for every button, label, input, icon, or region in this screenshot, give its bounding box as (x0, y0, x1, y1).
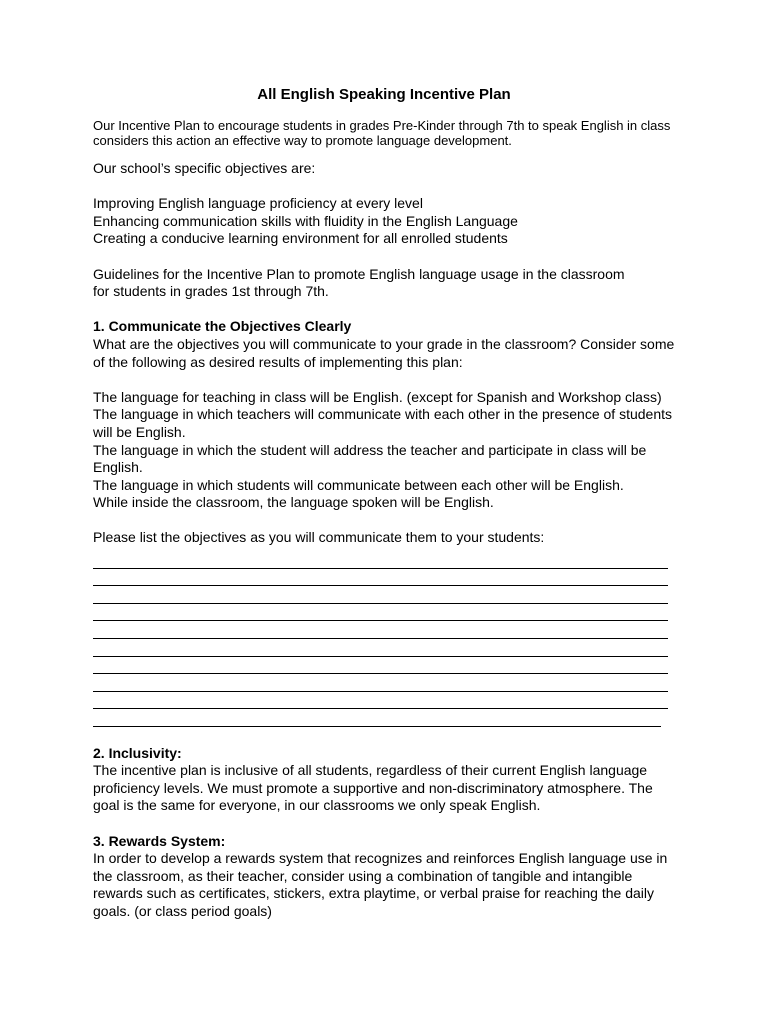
writing-line[interactable] (93, 569, 668, 587)
intro-paragraph: Our Incentive Plan to encourage students in grades Pre-Kinder through 7th to speak English in class considers this action an effective way to promote language development. (93, 118, 671, 148)
writing-line[interactable] (93, 551, 668, 569)
desired-result-item: While inside the classroom, the language spoken will be English. (93, 494, 494, 511)
writing-line[interactable] (93, 709, 661, 727)
objective-item: Creating a conducive learning environment for all enrolled students (93, 230, 508, 247)
section-3-text: In order to develop a rewards system that recognizes and reinforces English language use in the classroom, as their teacher, consider using a combination of tangible and intangible rewards such as certificates, stickers, extra playtime, or verbal praise for reaching the daily goals. (or class period goals) (93, 850, 668, 919)
desired-result-item: The language in which students will communicate between each other will be English. (93, 476, 624, 493)
writing-line[interactable] (93, 657, 668, 675)
objectives-heading: Our school’s specific objectives are: (93, 160, 316, 176)
writing-line[interactable] (93, 621, 668, 639)
desired-result-item: The language in which the student will address the teacher and participate in class will be English. (93, 441, 647, 476)
section-1-text: What are the objectives you will communicate to your grade in the classroom? Consider some of the following as desired results of implementing this plan: (93, 335, 675, 370)
guidelines-paragraph: Guidelines for the Incentive Plan to promote English language usage in the classroom for students in grades 1st through 7th. (93, 265, 625, 300)
section-2-text: The incentive plan is inclusive of all students, regardless of their current English language proficiency levels. We must promote a supportive and non-discriminatory atmosphere. The goal is the same for everyone, in our classrooms we only speak English. (93, 762, 653, 814)
section-3-heading: 3. Rewards System: (93, 832, 226, 849)
spacer (93, 301, 683, 319)
desired-result-item: The language for teaching in class will be English. (except for Spanish and Workshop class) (93, 388, 662, 405)
spacer (93, 178, 683, 196)
spacer (93, 727, 683, 745)
section-1-heading: 1. Communicate the Objectives Clearly (93, 318, 352, 335)
spacer (93, 815, 683, 833)
section-2-heading: 2. Inclusivity: (93, 744, 182, 761)
document-content (93, 86, 683, 921)
writing-line[interactable] (93, 604, 668, 622)
spacer (93, 371, 683, 389)
objective-item: Improving English language proficiency at every level (93, 195, 423, 212)
spacer (93, 248, 683, 266)
writing-line[interactable] (93, 692, 668, 710)
writing-line[interactable] (93, 674, 668, 692)
objectives-writing-lines (93, 551, 683, 727)
list-prompt: Please list the objectives as you will communicate them to your students: (93, 529, 545, 546)
spacer (93, 512, 683, 530)
writing-line[interactable] (93, 586, 668, 604)
writing-line[interactable] (93, 639, 668, 657)
objective-item: Enhancing communication skills with fluidity in the English Language (93, 212, 518, 229)
document-title: All English Speaking Incentive Plan (257, 86, 511, 103)
desired-result-item: The language in which teachers will communicate with each other in the presence of students will be English. (93, 406, 672, 440)
